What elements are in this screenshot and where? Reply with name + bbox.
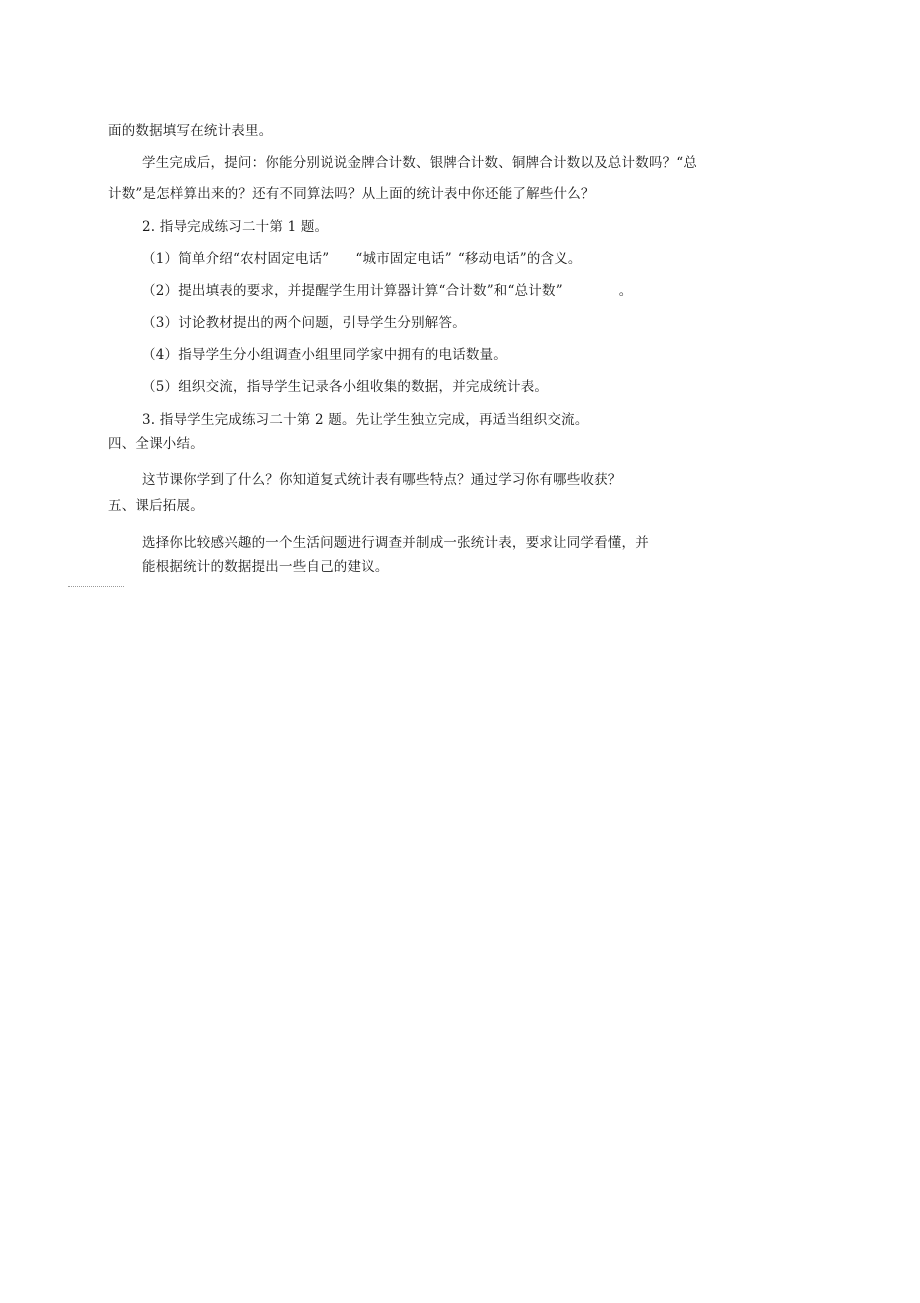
- sub-item-5: （5）组织交流，指导学生记录各小组收集的数据，并完成统计表。: [142, 379, 549, 395]
- sub-item-1: [142, 250, 582, 268]
- paragraph-question-line1: 学生完成后，提问：你能分别说说金牌合计数、银牌合计数、铜牌合计数以及总计数吗？“总: [142, 155, 698, 171]
- sub-item-4: （4）指导学生分小组调查小组里同学家中拥有的电话数量。: [142, 347, 507, 363]
- step-3: 3. 指导学生完成练习二十第 2 题。先让学生独立完成，再适当组织交流。: [142, 412, 589, 428]
- sub-item-1-part-a: （1）简单介绍“农村固定电话”: [142, 251, 330, 267]
- section-4-heading: 四、全课小结。: [108, 436, 204, 452]
- sub-item-3: （3）讨论教材提出的两个问题，引导学生分别解答。: [142, 315, 466, 331]
- sub-item-1-part-b: “城市固定电话”: [355, 251, 452, 267]
- section-4-text: 这节课你学到了什么？你知道复式统计表有哪些特点？通过学习你有哪些收获？: [142, 472, 622, 488]
- sub-item-2: [142, 282, 633, 300]
- dotted-divider: [68, 586, 124, 587]
- paragraph-continuation: 面的数据填写在统计表里。: [108, 123, 273, 139]
- section-5-line2: 能根据统计的数据提出一些自己的建议。: [142, 559, 389, 575]
- sub-item-2-part-b: 。: [618, 283, 633, 299]
- paragraph-question-line2: 计数”是怎样算出来的？还有不同算法吗？从上面的统计表中你还能了解些什么？: [108, 186, 595, 202]
- sub-item-1-part-c: “移动电话”的含义。: [457, 251, 582, 267]
- sub-item-2-part-a: （2）提出填表的要求，并提醒学生用计算器计算“合计数”和“总计数”: [142, 283, 563, 299]
- section-5-line1: 选择你比较感兴趣的一个生活问题进行调查并制成一张统计表，要求让同学看懂，并: [142, 535, 649, 551]
- step-2-title: 2. 指导完成练习二十第 1 题。: [142, 219, 329, 235]
- section-5-heading: 五、课后拓展。: [108, 498, 204, 514]
